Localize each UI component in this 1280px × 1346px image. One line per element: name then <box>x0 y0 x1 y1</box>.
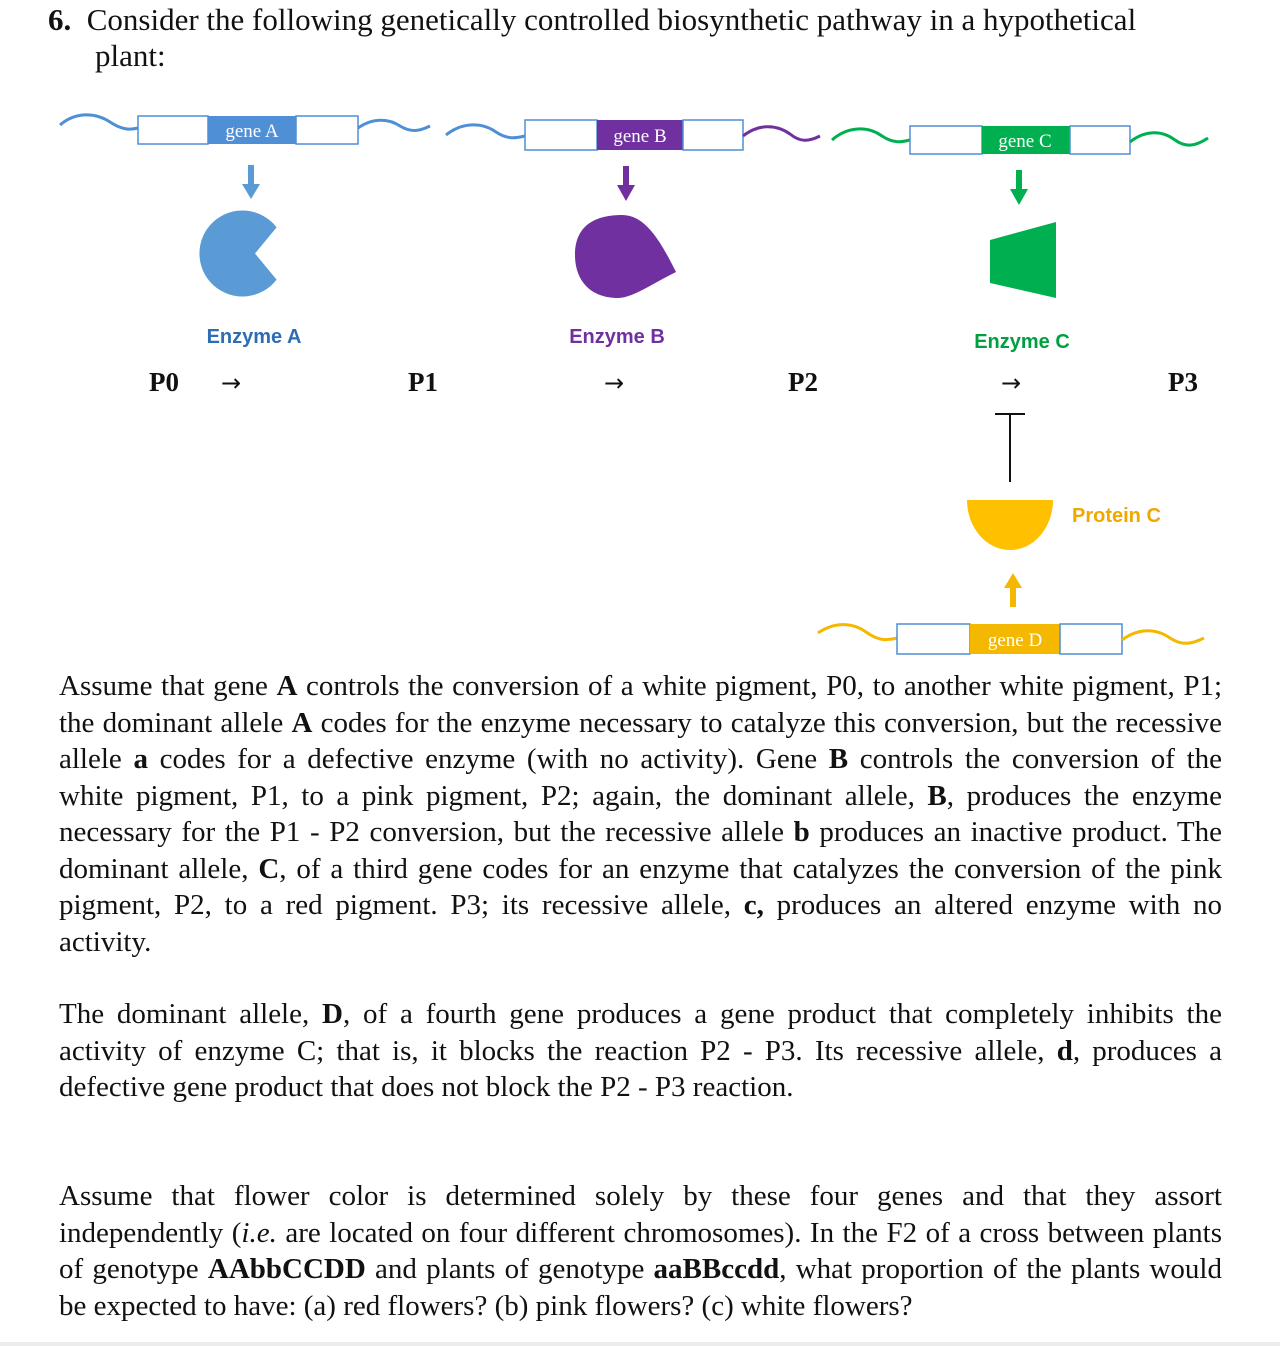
text-segment: are located on four different chromosomes). In the F2 of a cross between plants of genotype <box>59 1216 1222 1285</box>
text-segment: Assume that gene <box>59 670 277 702</box>
gene-b-box-left <box>525 120 597 150</box>
gene-a-label: gene A <box>225 121 279 142</box>
text-segment: , of a fourth gene produces a gene product that completely inhibits the activity of enzyme C; that is, it blocks the reaction P2 - P3. Its recessive allele, <box>59 998 1222 1067</box>
text-segment: The dominant allele, <box>59 998 323 1030</box>
paragraph-question <box>59 1178 1222 1324</box>
text-segment: , produces the enzyme necessary for the P1 - P2 conversion, but the recessive allele <box>59 779 1222 848</box>
bold-term: D <box>322 998 343 1030</box>
text-segment: produces an altered enzyme with no activity. <box>59 889 1222 958</box>
gene-d <box>818 624 1204 654</box>
paragraph-pathway-description <box>59 668 1222 960</box>
gene-a-box-right <box>296 116 358 144</box>
enzyme-c-label: Enzyme C <box>974 331 1070 353</box>
text-segment: codes for the enzyme necessary to catalyze this conversion, but the recessive allele <box>59 706 1222 775</box>
bold-term: B <box>828 743 849 775</box>
question-title-line1: Consider the following genetically controlled biosynthetic pathway in a hypothetical <box>86 2 1137 37</box>
italic-term: i.e. <box>241 1216 277 1249</box>
reaction-arrow-1: → <box>220 369 242 397</box>
protein-c-label: Protein C <box>1072 505 1161 527</box>
bold-term: A <box>291 706 313 739</box>
gene-c-box-left <box>910 126 982 154</box>
text-segment: , of a third gene codes for an enzyme that catalyzes the conversion of the pink pigment, P2, to a red pigment. P3; its recessive allele, <box>59 852 1222 921</box>
gene-d-box-right <box>1060 624 1122 654</box>
gene-a-box-left <box>138 116 208 144</box>
reaction-arrow-2: → <box>603 369 625 397</box>
text-segment: , produces a defective gene product that does not block the P2 - P3 reaction. <box>59 1034 1222 1103</box>
gene-b-strand-right <box>743 127 820 141</box>
gene-c <box>832 126 1208 154</box>
gene-c-label: gene C <box>998 131 1052 152</box>
pigment-p2: P2 <box>788 367 818 397</box>
bold-term: AAbbCCDD <box>207 1253 366 1285</box>
question-number: 6. <box>48 2 72 37</box>
bold-term: C <box>258 852 280 885</box>
enzyme-a-label: Enzyme A <box>206 326 302 348</box>
gene-d-label: gene D <box>987 630 1043 651</box>
inhibition-symbol <box>995 414 1025 482</box>
text-segment: codes for a defective enzyme (with no activity). Gene <box>147 743 829 775</box>
enzyme-b-label: Enzyme B <box>569 326 665 348</box>
bold-term: c, <box>743 889 764 921</box>
gene-b-box-right <box>683 120 743 150</box>
gene-c-strand-left <box>832 129 910 142</box>
gene-c-strand-right <box>1130 133 1208 145</box>
protein-c-shape <box>967 500 1053 550</box>
enzyme-a-shape <box>199 210 276 296</box>
arrow-gene-b-down <box>617 166 635 201</box>
text-segment: controls the conversion of a white pigment, P0, to another white pigment, P1; the dominant allele <box>59 670 1223 739</box>
bold-term: d <box>1056 1034 1073 1067</box>
pigment-p1: P1 <box>408 367 438 397</box>
bold-term: b <box>793 816 810 848</box>
gene-a-strand-right <box>358 120 430 130</box>
paragraph-inhibitor-description <box>59 996 1222 1106</box>
reaction-arrow-3: → <box>1000 369 1022 397</box>
gene-b <box>446 120 820 150</box>
gene-d-strand-left <box>818 625 897 640</box>
gene-a <box>60 115 430 144</box>
bottom-divider <box>0 1342 1280 1346</box>
gene-d-strand-right <box>1122 631 1204 644</box>
text-segment: produces an inactive product. The dominant allele, <box>59 816 1222 885</box>
enzyme-c-shape <box>990 222 1056 298</box>
bold-term: A <box>276 670 298 702</box>
text-segment: and plants of genotype <box>365 1253 654 1285</box>
pathway-diagram <box>0 0 1280 670</box>
gene-d-box-left <box>897 624 970 654</box>
text-segment: Assume that flower color is determined solely by these four genes and that they assort independently ( <box>59 1180 1222 1249</box>
bold-term: a <box>133 743 148 775</box>
text-segment: controls the conversion of the white pigment, P1, to a pink pigment, P2; again, the dominant allele, <box>59 743 1222 812</box>
pigment-p0: P0 <box>149 367 179 397</box>
gene-a-strand-left <box>60 115 138 129</box>
gene-c-box-right <box>1070 126 1130 154</box>
text-segment: , what proportion of the plants would be expected to have: (a) red flowers? (b) pink flowers? (c) white flowers? <box>59 1253 1222 1322</box>
gene-b-label: gene B <box>613 126 667 147</box>
pigment-p3: P3 <box>1168 367 1198 397</box>
arrow-gene-d-up <box>1004 573 1022 607</box>
enzyme-b-shape <box>575 215 676 298</box>
question-title-line2: plant: <box>95 38 166 73</box>
bold-term: B <box>927 779 947 812</box>
arrow-gene-a-down <box>242 165 260 199</box>
bold-term: aaBBccdd <box>653 1253 780 1285</box>
arrow-gene-c-down <box>1010 170 1028 205</box>
gene-b-strand-left <box>446 125 525 138</box>
